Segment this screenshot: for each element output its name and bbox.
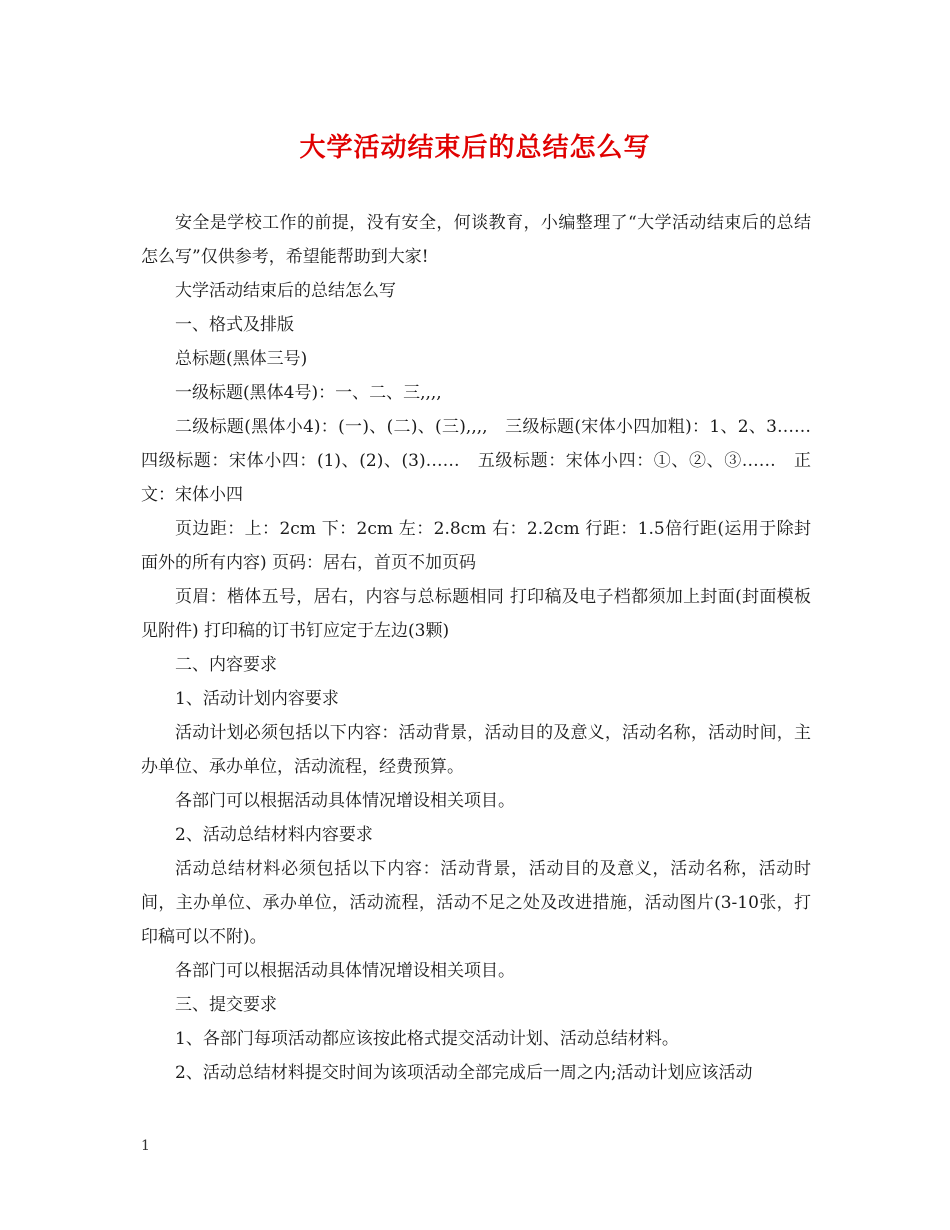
page-number: 1 (141, 1138, 150, 1154)
paragraph-level1-rule: 一级标题(黑体4号)：一、二、三,,,, (175, 383, 442, 403)
section-heading-content: 二、内容要求 (175, 655, 277, 675)
paragraph-header-cover: 页眉：楷体五号，居右，内容与总标题相同 打印稿及电子档都须加上封面(封面模板见附件) 打印稿的订书钉应定于左边(3颗) (141, 587, 811, 641)
document-title: 大学活动结束后的总结怎么写 (299, 133, 651, 163)
paragraph-plan-extra: 各部门可以根据活动具体情况增设相关项目。 (175, 791, 515, 811)
section-heading-format: 一、格式及排版 (175, 315, 294, 335)
paragraph-plan-content: 活动计划必须包括以下内容：活动背景，活动目的及意义，活动名称，活动时间，主办单位、承办单位，活动流程，经费预算。 (141, 723, 811, 777)
section-heading-submit: 三、提交要求 (175, 995, 277, 1015)
paragraph-main-title-rule: 总标题(黑体三号) (175, 349, 308, 369)
paragraph-intro: 安全是学校工作的前提，没有安全，何谈教育，小编整理了“大学活动结束后的总结怎么写”仅供参考，希望能帮助到大家! (141, 213, 811, 267)
paragraph-summary-content: 活动总结材料必须包括以下内容：活动背景，活动目的及意义，活动名称，活动时间，主办单位、承办单位，活动流程，活动不足之处及改进措施，活动图片(3-10张，打印稿可以不附)。 (141, 859, 811, 947)
document-body (141, 206, 828, 1090)
subheading-plan: 1、活动计划内容要求 (175, 689, 339, 709)
paragraph-margins: 页边距：上：2cm 下：2cm 左：2.8cm 右：2.2cm 行距：1.5倍行距(运用于除封面外的所有内容) 页码：居右，首页不加页码 (141, 519, 811, 573)
paragraph-subtitle: 大学活动结束后的总结怎么写 (175, 281, 396, 301)
paragraph-submit-1: 1、各部门每项活动都应该按此格式提交活动计划、活动总结材料。 (175, 1029, 679, 1049)
subheading-summary: 2、活动总结材料内容要求 (175, 825, 373, 845)
paragraph-heading-levels: 二级标题(黑体小4)：(一)、(二)、(三),,,, 三级标题(宋体小四加粗)：1、2、3…… 四级标题：宋体小四：(1)、(2)、(3)…… 五级标题：宋体小四：①、②、③…… 正文：宋体小四 (141, 417, 828, 505)
paragraph-summary-extra: 各部门可以根据活动具体情况增设相关项目。 (175, 961, 515, 981)
paragraph-submit-2: 2、活动总结材料提交时间为该项活动全部完成后一周之内;活动计划应该活动 (175, 1063, 753, 1083)
